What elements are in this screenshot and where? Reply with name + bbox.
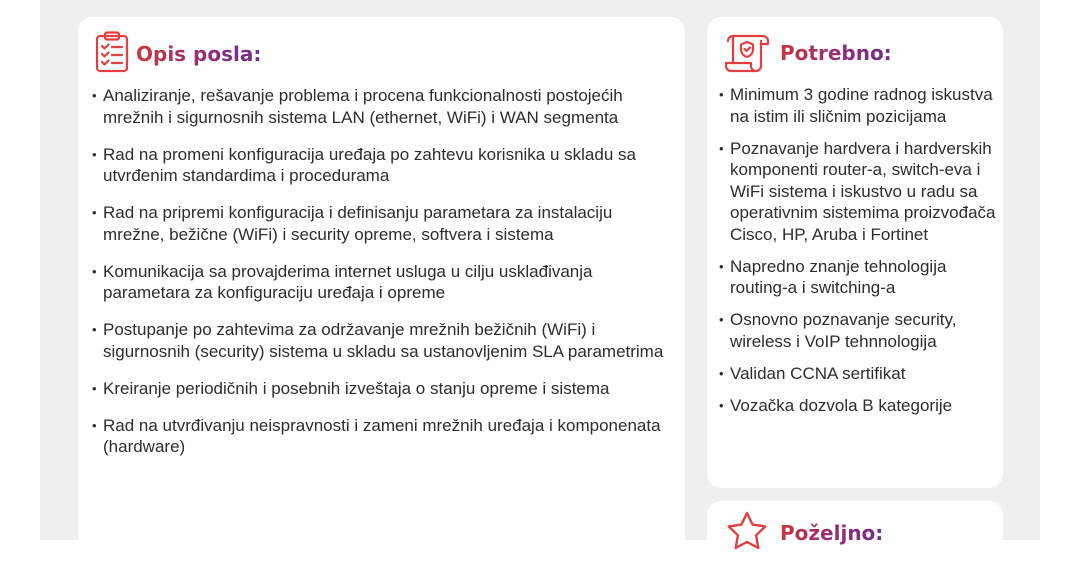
requirements-header — [707, 17, 1003, 77]
preferred-title: Poželjno: — [780, 521, 884, 545]
job-description-card — [78, 17, 685, 557]
requirements-title: Potrebno: — [780, 41, 892, 65]
list-item: • Kreiranje periodičnih i posebnih izveštaja o stanju opreme i sistema — [92, 378, 677, 400]
job-description-title: Opis posla: — [136, 42, 262, 66]
list-item: • Postupanje po zahtevima za održavanje mrežnih bežičnih (WiFi) i sigurnosnih (security) sistema u skladu sa ustanovljenim SLA parametrima — [92, 319, 677, 362]
requirements-card — [707, 17, 1003, 488]
list-item: • Validan CCNA sertifikat — [719, 363, 1001, 385]
list-item: • Poznavanje hardvera i hardverskih komponenti router-a, switch-eva i WiFi sistema i iskustvo u radu sa operativnim sistemima proizvođača Cisco, HP, Aruba i Fortinet — [719, 138, 1001, 246]
list-item: • Minimum 3 godine radnog iskustva na istim ili sličnim pozicijama — [719, 84, 1001, 127]
list-item: • Napredno znanje tehnologija routing-a i switching-a — [719, 256, 1001, 299]
list-item: • Osnovno poznavanje security, wireless i VoIP tehnnologija — [719, 309, 1001, 352]
job-description-list — [92, 85, 677, 473]
list-item: • Vozačka dozvola B kategorije — [719, 395, 1001, 417]
job-description-header — [78, 17, 685, 77]
certificate-scroll-icon — [725, 32, 771, 79]
star-icon — [725, 510, 769, 557]
preferred-card — [707, 501, 1003, 561]
list-item: • Rad na utvrđivanju neispravnosti i zameni mrežnih uređaja i komponenata (hardware) — [92, 415, 677, 458]
list-item: • Analiziranje, rešavanje problema i procena funkcionalnosti postojećih mrežnih i sigurnosnih sistema LAN (ethernet, WiFi) i WAN segmenta — [92, 85, 677, 128]
list-item: • Komunikacija sa provajderima internet usluga u cilju usklađivanja parametara za konfiguraciju uređaja i opreme — [92, 261, 677, 304]
list-item: • Rad na pripremi konfiguracija i definisanju parametara za instalaciju mrežne, bežične (WiFi) i security opreme, softvera i sistema — [92, 202, 677, 245]
requirements-list — [719, 84, 1001, 427]
list-item: • Rad na promeni konfiguracija uređaja po zahtevu korisnika u skladu sa utvrđenim standardima i procedurama — [92, 144, 677, 187]
preferred-header — [707, 501, 1003, 561]
clipboard-checklist-icon — [95, 31, 129, 78]
